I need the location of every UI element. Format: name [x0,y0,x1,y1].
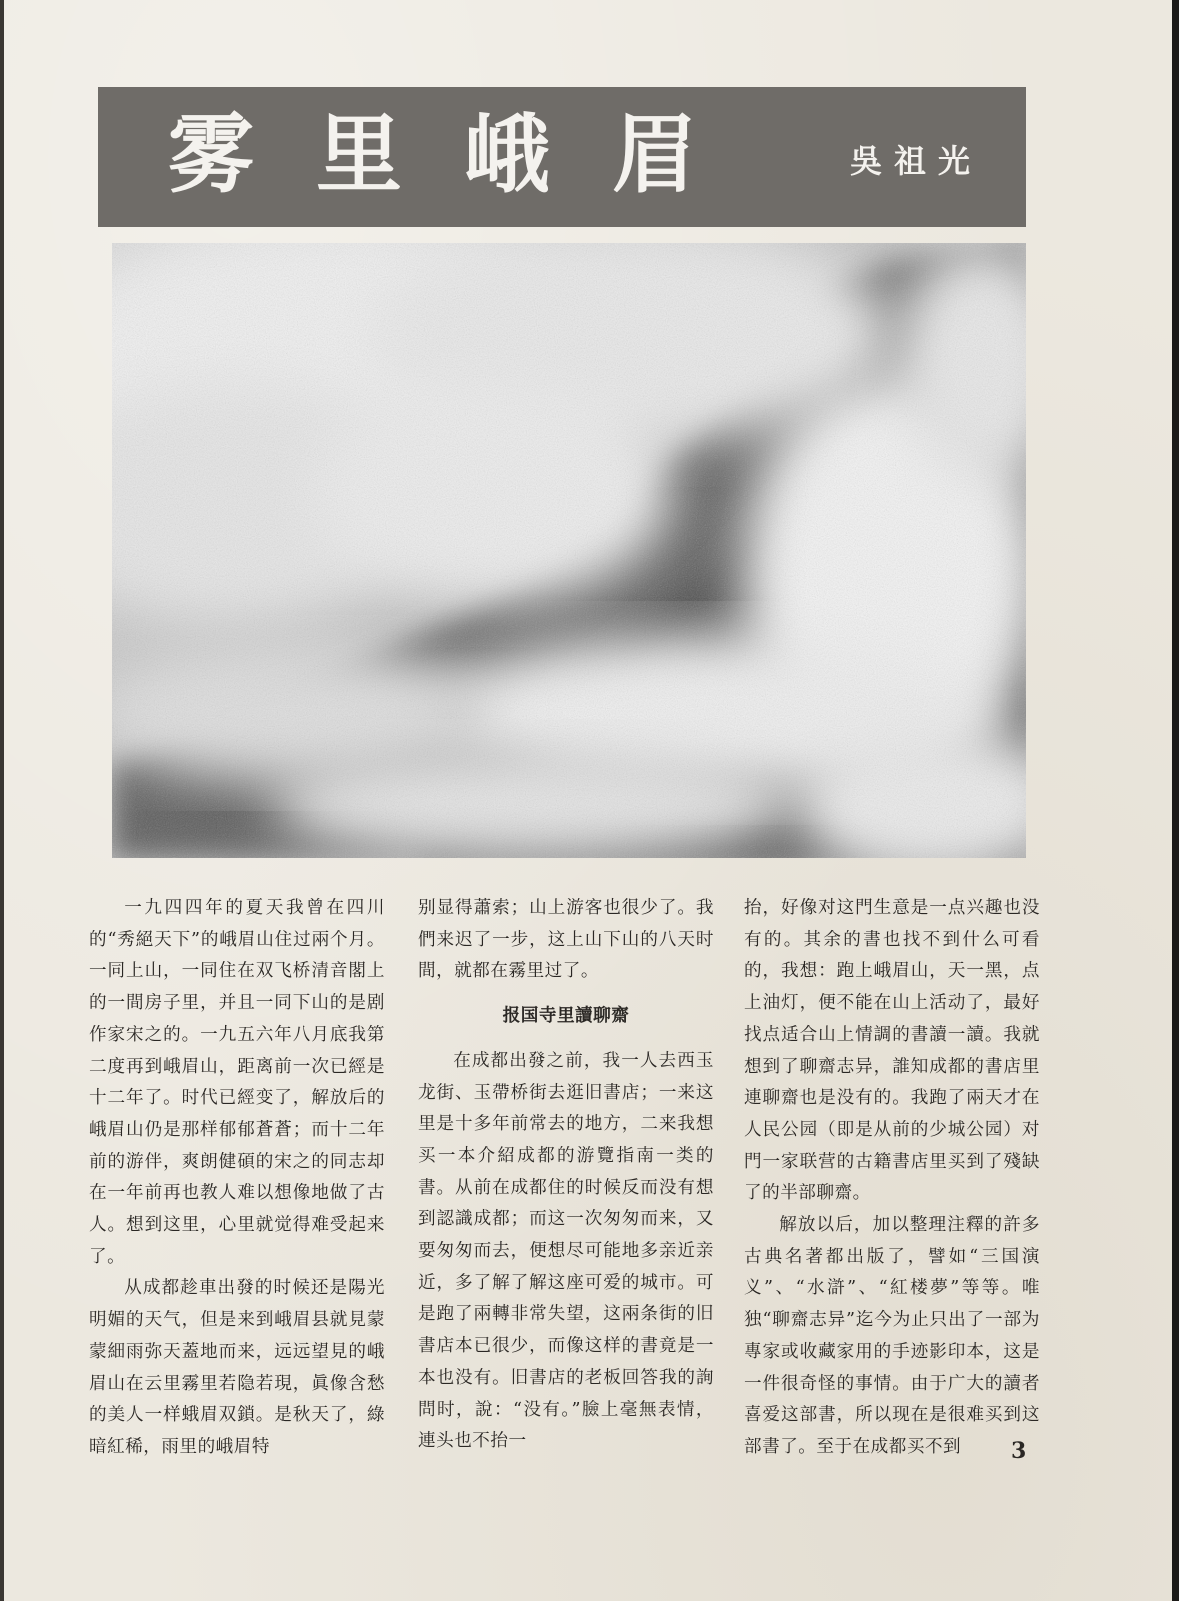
paragraph: 抬，好像对这門生意是一点兴趣也没有的。其余的書也找不到什么可看的，我想：跑上峨眉山，天一黑，点上油灯，便不能在山上活动了，最好找点适合山上情調的書讀一讀。我就想到了聊齋志异，誰知成都的書店里連聊齋也是没有的。我跑了兩天才在人民公园（即是从前的少城公园）对門一家联营的古籍書店里买到了殘缺了的半部聊齋。 [744,898,1040,1204]
mountain-clouds-photo [112,243,1026,858]
text-column-3 [744,893,1040,1464]
paragraph: 解放以后，加以整理注釋的許多古典名著都出版了，譬如“三国演义”、“水滸”、“紅楼夢”等等。唯独“聊齋志异”迄今为止只出了一部为專家或收藏家用的手迹影印本，这是一件很奇怪的事情。由于广大的讀者喜爱这部書，所以现在是很难买到这部書了。至于在成都买不到 [744,1215,1040,1457]
paragraph: 别显得蕭索；山上游客也很少了。我們来迟了一步，这上山下山的八天时間，就都在霧里过了。 [418,898,714,982]
article-author: 吳祖光 [849,142,982,180]
text-column-2 [418,893,714,1458]
page-number: 3 [1011,1438,1027,1464]
paragraph: 从成都趁車出發的时候还是陽光明媚的天气，但是来到峨眉县就見蒙蒙細雨弥天蓋地而来，远远望見的峨眉山在云里霧里若隐若現，眞像含愁的美人一样蛾眉双鎖。是秋天了，綠暗紅稀，雨里的峨眉特 [89,1278,385,1457]
magazine-page [4,0,1172,1601]
text-column-1 [89,893,385,1464]
paragraph: 一九四四年的夏天我曾在四川的“秀絕天下”的峨眉山住过兩个月。一同上山，一同住在双飞桥清音閣上的一間房子里，并且一同下山的是剧作家宋之的。一九五六年八月底我第二度再到峨眉山，距离前一次已經是十二年了。时代已經变了，解放后的峨眉山仍是那样郁郁蒼蒼；而十二年前的游伴，爽朗健碩的宋之的同志却在一年前再也教人难以想像地做了古人。想到这里，心里就觉得难受起来了。 [89,898,385,1267]
article-title: 雾里峨眉 [168,104,760,205]
paragraph: 在成都出發之前，我一人去西玉龙街、玉帶桥街去逛旧書店；一来这里是十多年前常去的地方，二来我想买一本介紹成都的游覽指南一类的書。从前在成都住的时候反而没有想到認識成都；而这一次匆匆而来，又要匆匆而去，便想尽可能地多亲近亲近，多了解了解这座可爱的城市。可是跑了兩轉非常失望，这兩条街的旧書店本已很少，而像这样的書竟是一本也没有。旧書店的老板回答我的詢問时，說：“没有。”臉上毫無表情，連头也不抬一 [418,1050,714,1452]
photo-illustration [112,243,1026,858]
section-heading: 报国寺里讀聊齋 [502,1005,630,1027]
title-banner [98,87,1026,227]
